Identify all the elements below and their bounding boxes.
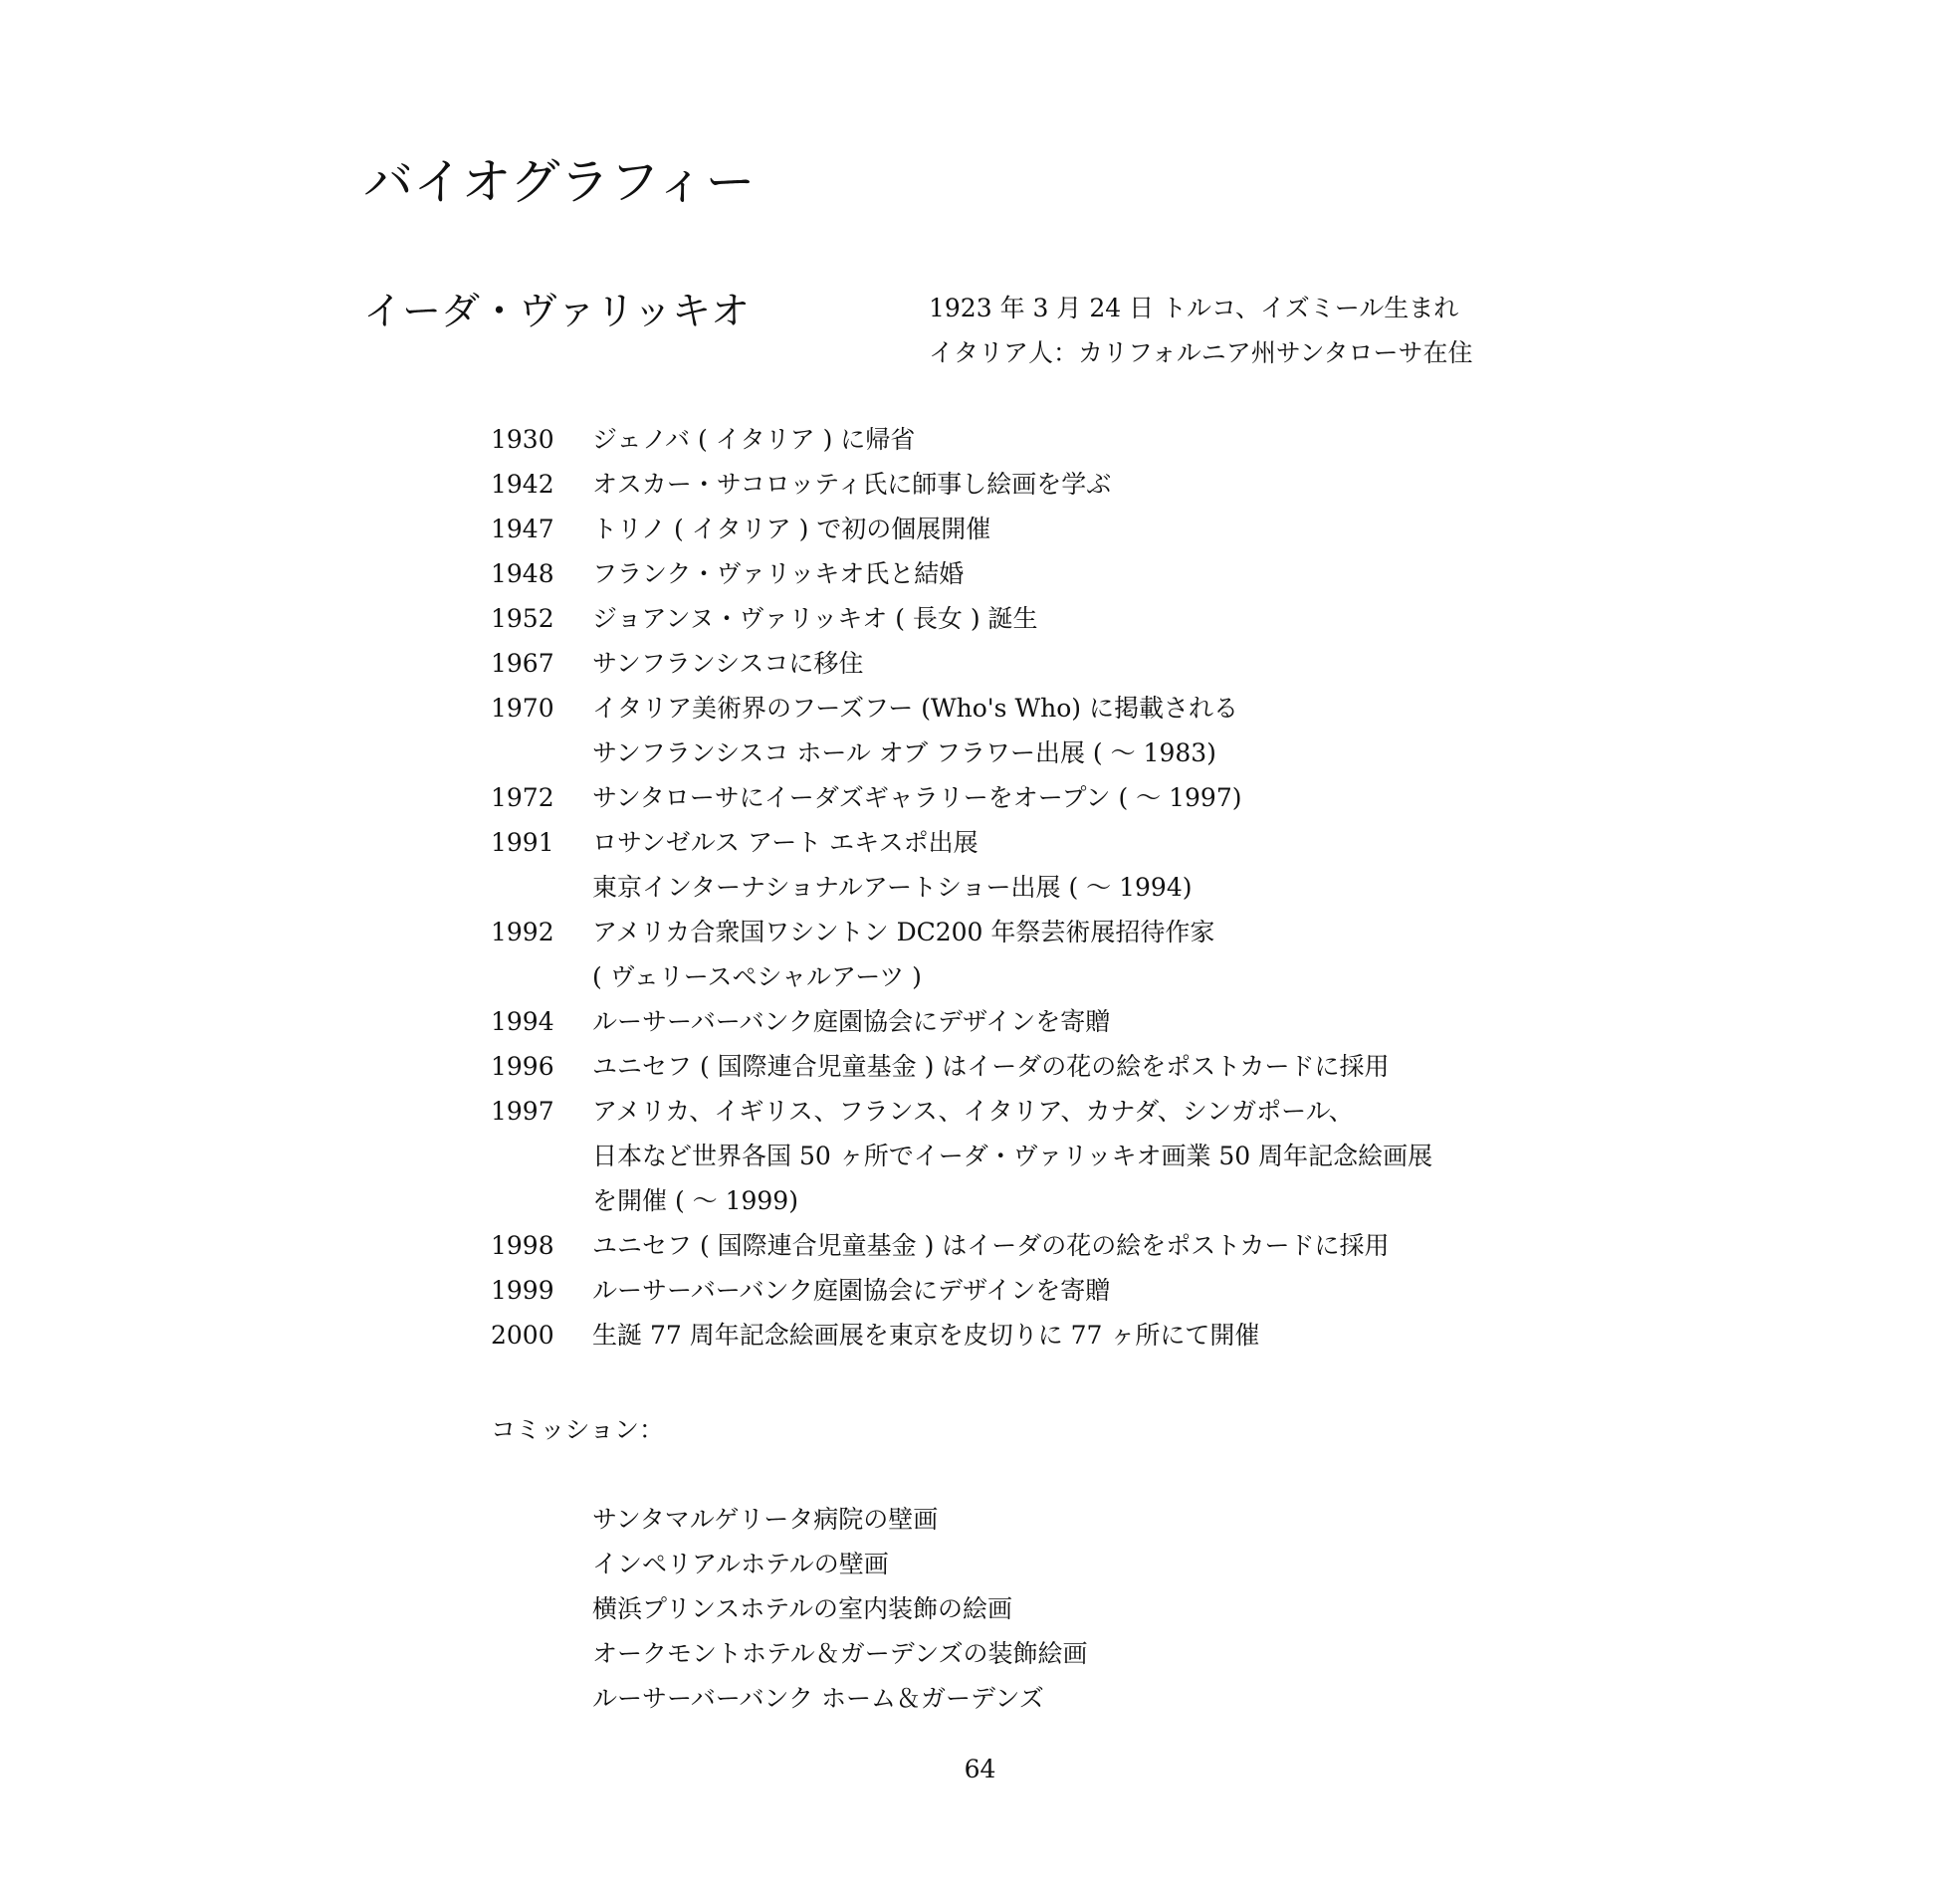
page-title: バイオグラフィー — [363, 153, 756, 211]
commission-item: ルーサーバーバンク ホーム＆ガーデンズ — [592, 1684, 1044, 1713]
timeline-entry — [491, 1044, 1432, 1089]
timeline-year: 1994 — [491, 1007, 554, 1036]
timeline-year: 1997 — [491, 1097, 554, 1126]
timeline-year: 1952 — [491, 604, 554, 633]
timeline-text — [592, 910, 1214, 999]
timeline-year: 1991 — [491, 828, 554, 857]
timeline-line: ジェノバ ( イタリア ) に帰省 — [592, 425, 916, 454]
timeline-text — [592, 686, 1238, 775]
timeline-text — [592, 1313, 1259, 1358]
timeline-line: ロサンゼルス アート エキスポ出展 — [592, 828, 979, 857]
timeline-line: を開催 ( ～ 1999) — [592, 1186, 798, 1215]
artist-residence: イタリア人：カリフォルニア州サンタローサ在住 — [929, 338, 1473, 367]
timeline-line: アメリカ合衆国ワシントン DC200 年祭芸術展招待作家 — [592, 918, 1215, 946]
timeline-line: サンフランシスコ ホール オブ フラワー出展 ( ～ 1983) — [592, 738, 1216, 767]
timeline-text — [592, 1089, 1432, 1223]
timeline-year: 1998 — [491, 1231, 554, 1260]
timeline-year: 1930 — [491, 425, 554, 454]
timeline-entry — [491, 507, 1432, 551]
timeline-line: フランク・ヴァリッキオ氏と結婚 — [592, 559, 965, 588]
timeline-year: 1947 — [491, 515, 554, 543]
timeline-line: サンフランシスコに移住 — [592, 649, 864, 678]
timeline-year: 1992 — [491, 918, 554, 946]
timeline-entry — [491, 417, 1432, 462]
timeline-line: サンタローサにイーダズギャラリーをオープン ( ～ 1997) — [592, 783, 1242, 812]
timeline-entry — [491, 820, 1432, 910]
timeline-entry — [491, 775, 1432, 820]
timeline-text — [592, 417, 915, 462]
timeline-year: 1967 — [491, 649, 554, 678]
timeline-entry — [491, 1223, 1432, 1268]
timeline-text — [592, 596, 1038, 641]
timeline-year: 1948 — [491, 559, 554, 588]
timeline-text — [592, 551, 964, 596]
timeline-line: オスカー・サコロッティ氏に師事し絵画を学ぶ — [592, 470, 1112, 499]
timeline-line: ルーサーバーバンク庭園協会にデザインを寄贈 — [592, 1276, 1111, 1305]
timeline-entry — [491, 1313, 1432, 1358]
timeline-year: 1999 — [491, 1276, 554, 1305]
timeline-text — [592, 507, 990, 551]
timeline-line: 生誕 77 周年記念絵画展を東京を皮切りに 77 ヶ所にて開催 — [592, 1321, 1260, 1350]
timeline-line: ユニセフ ( 国際連合児童基金 ) はイーダの花の絵をポストカードに採用 — [592, 1052, 1390, 1081]
artist-info — [929, 286, 1473, 375]
timeline-line: ルーサーバーバンク庭園協会にデザインを寄贈 — [592, 1007, 1111, 1036]
artist-name: イーダ・ヴァリッキオ — [363, 290, 751, 334]
timeline-text — [592, 1268, 1110, 1313]
timeline-text — [592, 1223, 1390, 1268]
timeline-line: ユニセフ ( 国際連合児童基金 ) はイーダの花の絵をポストカードに採用 — [592, 1231, 1390, 1260]
timeline-entry — [491, 462, 1432, 507]
timeline-line: 日本など世界各国 50 ヶ所でイーダ・ヴァリッキオ画業 50 周年記念絵画展 — [592, 1142, 1433, 1170]
commissions-heading: コミッション： — [491, 1415, 665, 1444]
commission-item: オークモントホテル＆ガーデンズの装飾絵画 — [592, 1639, 1088, 1668]
timeline-text — [592, 641, 863, 686]
timeline-entry — [491, 641, 1432, 686]
timeline-line: 東京インターナショナルアートショー出展 ( ～ 1994) — [592, 873, 1193, 902]
timeline-entry — [491, 999, 1432, 1044]
timeline-entry — [491, 596, 1432, 641]
timeline-entry — [491, 1268, 1432, 1313]
timeline — [491, 417, 1432, 1358]
timeline-line: アメリカ、イギリス、フランス、イタリア、カナダ、シンガポール、 — [592, 1097, 1354, 1126]
timeline-year: 2000 — [491, 1321, 554, 1350]
timeline-text — [592, 462, 1111, 507]
artist-birth: 1923 年 3 月 24 日 トルコ、イズミール生まれ — [929, 294, 1459, 322]
timeline-entry — [491, 551, 1432, 596]
timeline-year: 1942 — [491, 470, 554, 499]
timeline-line: トリノ ( イタリア ) で初の個展開催 — [592, 515, 991, 543]
timeline-text — [592, 775, 1241, 820]
commission-item: サンタマルゲリータ病院の壁画 — [592, 1505, 939, 1534]
timeline-text — [592, 999, 1110, 1044]
timeline-entry — [491, 1089, 1432, 1223]
page-number: 64 — [964, 1755, 996, 1783]
timeline-year: 1970 — [491, 694, 554, 723]
timeline-line: ジョアンヌ・ヴァリッキオ ( 長女 ) 誕生 — [592, 604, 1038, 633]
timeline-year: 1996 — [491, 1052, 554, 1081]
timeline-line: イタリア美術界のフーズフー (Who's Who) に掲載される — [592, 694, 1238, 723]
timeline-entry — [491, 910, 1432, 999]
timeline-entry — [491, 686, 1432, 775]
timeline-text — [592, 820, 1192, 910]
commission-item: インペリアルホテルの壁画 — [592, 1550, 889, 1578]
timeline-year: 1972 — [491, 783, 554, 812]
timeline-text — [592, 1044, 1390, 1089]
commissions-list — [592, 1497, 1088, 1721]
timeline-line: ( ヴェリースペシャルアーツ ) — [592, 962, 922, 991]
commission-item: 横浜プリンスホテルの室内装飾の絵画 — [592, 1594, 1013, 1623]
